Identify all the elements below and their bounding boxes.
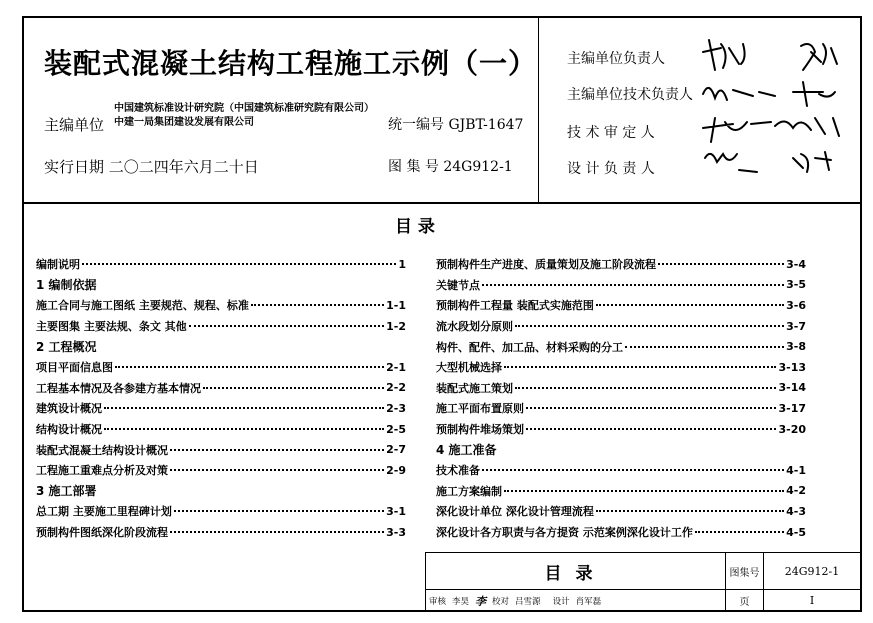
toc-entry-label: 装配式混凝土结构设计概况: [36, 443, 168, 457]
title-header: [24, 18, 860, 204]
toc-leader-dots: [170, 531, 384, 533]
toc-entry-label: 技术准备: [436, 464, 480, 478]
toc-entry-label: 3 施工部署: [36, 484, 97, 499]
toc-entry: [36, 357, 406, 378]
toc-entry-page: 1-2: [386, 319, 406, 333]
signature-mark: [703, 40, 745, 70]
toc-leader-dots: [115, 366, 384, 368]
toc-leader-dots: [170, 469, 384, 471]
toc-entry-label: 装配式施工策划: [436, 381, 513, 395]
toc-leader-dots: [504, 490, 784, 492]
toc-entry: [36, 501, 406, 522]
editing-unit-2: 中建一局集团建设发展有限公司: [114, 117, 254, 128]
toc-entry: [436, 357, 806, 378]
toc-entry-page: 3-3: [386, 525, 406, 539]
toc-entry: [436, 460, 806, 481]
toc-leader-dots: [482, 469, 784, 471]
toc-entry: [36, 316, 406, 337]
toc-entry-label: 预制构件堆场策划: [436, 423, 524, 437]
toc-entry-label: 预制构件工程量 装配式实施范围: [436, 299, 594, 313]
toc-entry-page: 4-5: [786, 525, 806, 539]
toc-entry: [436, 316, 806, 337]
toc-entry-label: 施工方案编制: [436, 484, 502, 498]
toc-entry-page: 3-14: [778, 381, 806, 395]
toc-entry: [36, 460, 406, 481]
toc-section-heading: [36, 275, 406, 296]
toc-entry-page: 3-20: [778, 422, 806, 436]
toc-heading: 目 录: [395, 217, 435, 237]
toc-leader-dots: [189, 325, 384, 327]
sign-row: [426, 590, 726, 611]
editing-unit-label: 主编单位: [44, 116, 105, 134]
toc-entry-label: 总工期 主要施工里程碑计划: [36, 505, 172, 519]
signature-mark: [703, 118, 771, 142]
toc-leader-dots: [203, 387, 384, 389]
toc-entry: [436, 481, 806, 502]
toc-entry: [436, 254, 806, 275]
unified-code: 统一编号 GJBT-1647: [388, 117, 524, 133]
resp-label: 设 计 负 责 人: [567, 161, 655, 177]
toc-entry-page: 2-7: [386, 443, 406, 457]
toc-entry-label: 编制说明: [36, 258, 80, 272]
editing-units: [114, 102, 374, 130]
toc-entry-label: 深化设计单位 深化设计管理流程: [436, 505, 594, 519]
toc-entry-label: 工程施工重难点分析及对策: [36, 464, 168, 478]
toc-entry-page: 3-5: [786, 278, 806, 292]
toc-leader-dots: [515, 387, 776, 389]
toc-entry: [36, 439, 406, 460]
header-left: [24, 18, 539, 202]
design-label: 设计: [552, 596, 570, 607]
toc-entry-label: 工程基本情况及各参建方基本情况: [36, 381, 201, 395]
page-label: 页: [726, 590, 764, 611]
toc-entry-label: 构件、配件、加工品、材料采购的分工: [436, 340, 623, 354]
toc-entry-page: 4-3: [786, 504, 806, 518]
review-label: 审核: [429, 596, 447, 607]
toc-leader-dots: [526, 428, 776, 430]
toc-entry: [36, 522, 406, 543]
toc-entry-page: 4-2: [786, 484, 806, 498]
signature-mark: [793, 152, 831, 172]
toc-entry-label: 主要图集 主要法规、条文 其他: [36, 320, 187, 334]
toc-entry: [436, 398, 806, 419]
atlas-no-value: 24G912-1: [764, 553, 861, 590]
toc-entry-label: 预制构件生产进度、质量策划及施工阶段流程: [436, 258, 656, 272]
toc-entry: [436, 336, 806, 357]
toc-entry-label: 1 编制依据: [36, 278, 97, 293]
toc-entry-label: 2 工程概况: [36, 340, 97, 355]
toc-entry-page: 3-1: [386, 504, 406, 518]
toc-entry-label: 关键节点: [436, 278, 480, 292]
resp-label: 技 术 审 定 人: [567, 125, 655, 141]
toc-entry-page: 3-7: [786, 319, 806, 333]
signature-mark: [793, 82, 835, 106]
toc-entry: [436, 419, 806, 440]
toc-entry-label: 深化设计各方职责与各方提资 示范案例深化设计工作: [436, 526, 693, 540]
effective-date: 实行日期 二〇二四年六月二十日: [44, 158, 259, 176]
toc-section-heading: [36, 481, 406, 502]
toc-leader-dots: [504, 366, 776, 368]
toc-entry-label: 项目平面信息图: [36, 361, 113, 375]
atlas-number: 图 集 号 24G912-1: [388, 159, 513, 175]
handwritten-signatures: [539, 18, 862, 204]
title-block: [425, 552, 862, 612]
toc-entry-page: 2-2: [386, 381, 406, 395]
toc-leader-dots: [251, 304, 384, 306]
toc-entry: [36, 419, 406, 440]
page-value: I: [764, 590, 861, 611]
toc-leader-dots: [482, 284, 784, 286]
toc-entry-label: 建筑设计概况: [36, 402, 102, 416]
signature-mark: [703, 88, 775, 100]
toc-entry: [436, 501, 806, 522]
editing-unit-1: 中国建筑标准设计研究院（中国建筑标准研究院有限公司）: [114, 103, 374, 114]
resp-label: 主编单位技术负责人: [567, 87, 693, 103]
responsibility-block: [539, 18, 862, 202]
toc-leader-dots: [515, 325, 784, 327]
page-title: 装配式混凝土结构工程施工示例（一）: [44, 47, 538, 80]
toc-entry-page: 2-1: [386, 360, 406, 374]
check-label: 校对: [492, 596, 510, 607]
toc-leader-dots: [596, 510, 784, 512]
toc-entry: [36, 254, 406, 275]
toc-leader-dots: [104, 428, 384, 430]
signature-mark: [775, 118, 839, 136]
toc-entry-label: 流水段划分原则: [436, 320, 513, 334]
signature-mark: [705, 154, 757, 172]
toc-entry-page: 2-9: [386, 463, 406, 477]
toc-entry-page: 3-17: [778, 401, 806, 415]
toc-leader-dots: [170, 449, 384, 451]
toc-entry-page: 4-1: [786, 463, 806, 477]
review-name: 李昊: [452, 596, 470, 607]
toc-entry-label: 预制构件图纸深化阶段流程: [36, 526, 168, 540]
toc-entry-label: 大型机械选择: [436, 361, 502, 375]
toc-entry-page: 3-8: [786, 340, 806, 354]
toc-leader-dots: [82, 263, 396, 265]
toc-leader-dots: [104, 407, 384, 409]
toc-leader-dots: [625, 346, 784, 348]
toc-section-heading: [436, 439, 806, 460]
toc-entry-page: 1-1: [386, 298, 406, 312]
toc-entry: [436, 522, 806, 543]
toc-entry-label: 结构设计概况: [36, 423, 102, 437]
toc-entry-label: 施工平面布置原则: [436, 402, 524, 416]
check-name: 吕雪源: [515, 596, 541, 607]
toc-leader-dots: [526, 407, 776, 409]
toc-leader-dots: [695, 531, 784, 533]
design-name: 肖军磊: [575, 596, 602, 607]
toc-leader-dots: [596, 304, 784, 306]
signature-mark: [801, 44, 837, 70]
toc-entry: [36, 295, 406, 316]
toc-entry: [436, 295, 806, 316]
toc-entry-page: 2-3: [386, 401, 406, 415]
toc-section-heading: [36, 336, 406, 357]
toc-entry: [436, 275, 806, 296]
toc-entry-page: 3-13: [778, 360, 806, 374]
toc-entry-label: 施工合同与施工图纸 主要规范、规程、标准: [36, 299, 249, 313]
title-block-title: 目录: [426, 553, 726, 590]
review-signature: 李: [475, 594, 487, 608]
toc-leader-dots: [658, 263, 784, 265]
resp-label: 主编单位负责人: [567, 51, 665, 67]
toc-leader-dots: [174, 510, 384, 512]
toc-right-column: [436, 254, 806, 542]
toc-entry: [436, 378, 806, 399]
toc-entry-label: 4 施工准备: [436, 443, 497, 458]
toc-entry: [36, 398, 406, 419]
atlas-no-label: 图集号: [726, 553, 764, 590]
toc-entry-page: 3-6: [786, 298, 806, 312]
toc-entry-page: 3-4: [786, 257, 806, 271]
toc-entry-page: 2-5: [386, 422, 406, 436]
toc-entry: [36, 378, 406, 399]
toc-left-column: [36, 254, 406, 542]
toc-entry-page: 1: [398, 257, 406, 271]
